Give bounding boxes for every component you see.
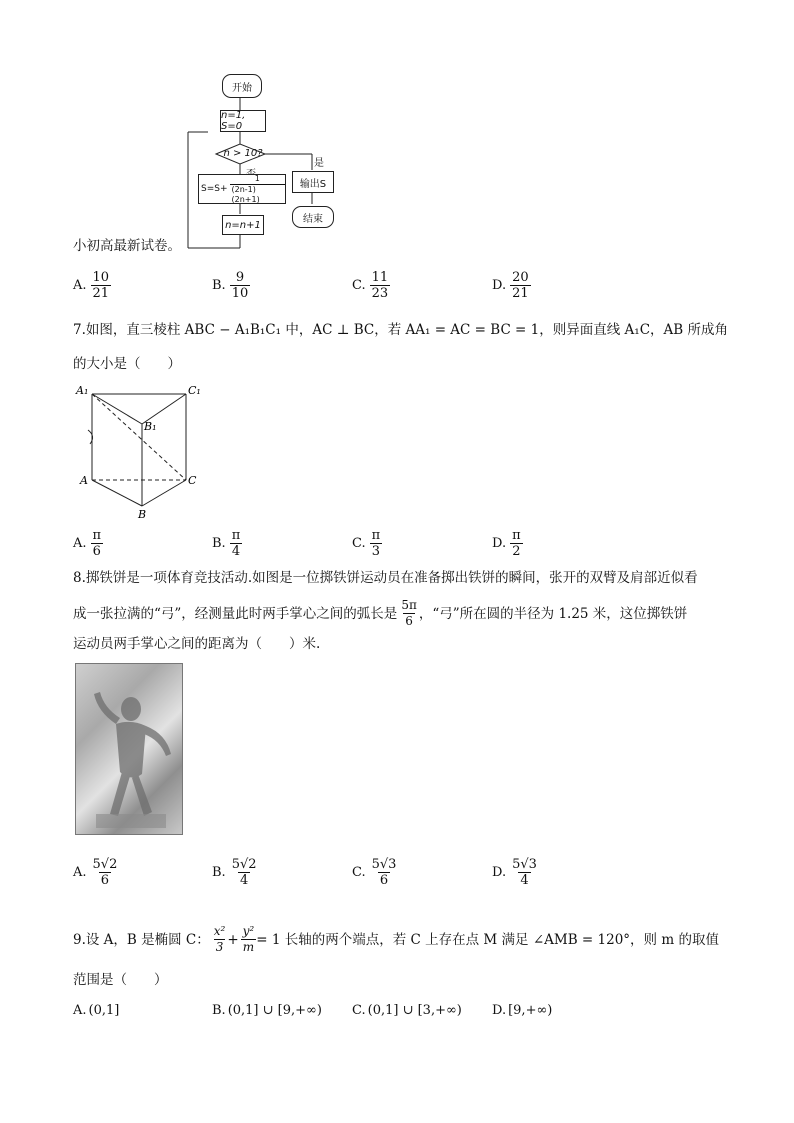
flow-update-fraction: $\frac{1}{(2n-1)(2n+1)}$ (230, 174, 285, 205)
option-label: B. (212, 865, 226, 880)
q9-plus: + (227, 931, 239, 948)
option-fraction: $\frac{\pi}{6}$ (92, 528, 102, 559)
option-fraction: $\frac{5√3}{4}$ (512, 857, 537, 888)
option-label: D. (492, 278, 507, 293)
flow-condition-label: n > 10? (223, 148, 263, 159)
flow-update-den: (2n-1)(2n+1) (230, 184, 285, 205)
q9-option-b[interactable] (212, 1003, 322, 1018)
q8-stem-line1: 8.掷铁饼是一项体育竞技活动.如图是一位掷铁饼运动员在准备掷出铁饼的瞬间，张开的双臂及肩部近似看 (73, 570, 698, 586)
option-label: C. (352, 536, 366, 551)
option-label: D. (492, 1003, 507, 1018)
q6-option-d[interactable] (492, 270, 531, 301)
flow-increment-node: n=n+1 (222, 215, 264, 235)
option-fraction: $\frac{5√3}{6}$ (371, 857, 397, 888)
option-label: C. (352, 1003, 366, 1018)
option-text: (0,1] (88, 1003, 120, 1018)
q9-x-fraction: $\frac{\text{x²}}{3}$ (213, 924, 226, 954)
option-fraction: $\frac{\pi}{3}$ (371, 528, 381, 559)
q7-option-d[interactable] (492, 528, 523, 559)
q9-line1-part2: = 1 长轴的两个端点，若 C 上存在点 M 满足 ∠AMB = 120°，则 m 的取值 (256, 931, 719, 948)
option-label: B. (212, 278, 226, 293)
q9-option-d[interactable] (492, 1003, 552, 1018)
q8-option-c[interactable] (352, 857, 398, 888)
q6-tail-text: 小初高最新试卷。 (73, 238, 181, 254)
q7-option-b[interactable] (212, 528, 242, 559)
flow-output-node: 输出S (292, 171, 334, 193)
q8-line2-part1: 成一张拉满的“弓”，经测量此时两手掌心之间的弧长是 (73, 605, 398, 622)
q9-option-a[interactable] (73, 1003, 119, 1018)
option-fraction: $\frac{9}{10}$ (231, 270, 249, 301)
option-label: C. (352, 865, 366, 880)
vertex-label-A: A (80, 474, 88, 487)
option-fraction: $\frac{\pi}{2}$ (512, 528, 521, 559)
option-text: (0,1] ∪ [3,+∞) (367, 1003, 462, 1018)
option-fraction: $\frac{5√2}{4}$ (231, 857, 257, 888)
q8-stem-line2 (73, 598, 687, 629)
option-label: C. (352, 278, 366, 293)
q8-option-a[interactable] (73, 857, 119, 888)
option-label: D. (492, 536, 507, 551)
option-label: A. (73, 278, 87, 293)
q8-arc-fraction: $\frac{5\pi}{6}$ (401, 598, 417, 628)
discus-thrower-photo (75, 663, 183, 835)
vertex-label-C1: C₁ (188, 384, 201, 397)
option-label: D. (492, 865, 507, 880)
prism-figure (74, 382, 204, 522)
q9-y-fraction: $\frac{\text{y²}}{m}$ (242, 924, 255, 954)
option-fraction: $\frac{20}{21}$ (512, 270, 529, 301)
q6-option-b[interactable] (212, 270, 250, 301)
q6-option-c[interactable] (352, 270, 390, 301)
q7-option-c[interactable] (352, 528, 382, 559)
flow-start-node: 开始 (222, 74, 262, 98)
option-label: B. (212, 536, 226, 551)
q7-stem-line1: 7.如图，直三棱柱 ABC − A₁B₁C₁ 中，AC ⊥ BC，若 AA₁ = AC = BC = 1，则异面直线 A₁C，AB 所成角 (73, 322, 728, 338)
option-label: A. (73, 536, 87, 551)
q9-stem-line2: 范围是（ ） (73, 972, 168, 988)
q9-line1-part1: 9.设 A，B 是椭圆 C： (73, 931, 210, 948)
flow-yes-label: 是 (314, 158, 324, 169)
flowchart-lines (180, 70, 350, 260)
discus-thrower-illustration (76, 664, 182, 834)
option-text: [9,+∞) (508, 1003, 553, 1018)
q6-option-a[interactable] (73, 270, 111, 301)
flow-end-node: 结束 (292, 206, 334, 228)
option-label: B. (212, 1003, 226, 1018)
option-label: A. (73, 865, 87, 880)
q8-line2-part2: ，“弓”所在圆的半径为 1.25 米，这位掷铁饼 (418, 605, 688, 622)
option-fraction: $\frac{5√2}{6}$ (92, 857, 118, 888)
vertex-label-B: B (138, 508, 147, 521)
vertex-label-B1: B₁ (144, 420, 157, 433)
q8-option-b[interactable] (212, 857, 259, 888)
q8-stem-line3: 运动员两手掌心之间的距离为（ ）米. (73, 636, 321, 652)
flow-update-left: S=S+ (201, 184, 228, 194)
q7-option-a[interactable] (73, 528, 103, 559)
q8-option-d[interactable] (492, 857, 539, 888)
q9-stem-line1 (73, 924, 719, 955)
option-fraction: $\frac{11}{23}$ (371, 270, 389, 301)
option-text: (0,1] ∪ [9,+∞) (227, 1003, 322, 1018)
option-label: A. (73, 1003, 87, 1018)
flow-update-node (198, 174, 286, 204)
q7-stem-line2: 的大小是（ ） (73, 356, 181, 372)
option-fraction: $\frac{10}{21}$ (92, 270, 110, 301)
option-fraction: $\frac{\pi}{4}$ (231, 528, 241, 559)
vertex-label-C: C (188, 474, 197, 487)
vertex-label-A1: A₁ (76, 384, 89, 397)
q9-option-c[interactable] (352, 1003, 462, 1018)
flow-init-node: n=1, S=0 (220, 110, 266, 132)
